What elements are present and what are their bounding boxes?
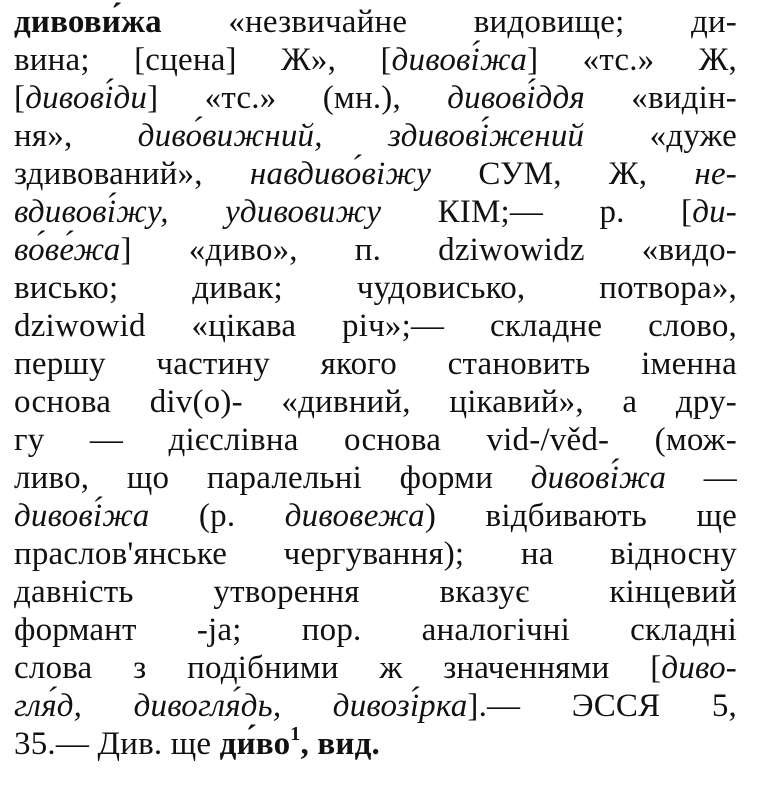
entry-line-12 bbox=[14, 422, 737, 458]
entry-text-segment: дивові́жа bbox=[391, 42, 528, 78]
entry-text-segment: [ bbox=[14, 80, 26, 116]
entry-line-4 bbox=[14, 118, 737, 154]
entry-text-segment: ] «диво», п. dziwowidz «видо- bbox=[120, 232, 737, 268]
entry-text-segment: СУМ, Ж, bbox=[431, 156, 695, 192]
entry-text-segment: першу частину якого становить іменна bbox=[14, 346, 737, 382]
entry-text-segment: дивові́ди bbox=[25, 80, 148, 116]
entry-line-6 bbox=[14, 194, 737, 230]
entry-text-segment: во́ве́жа bbox=[14, 232, 121, 268]
entry-line-1 bbox=[14, 4, 737, 40]
entry-text-segment: вина; [сцена] Ж», [ bbox=[14, 42, 392, 78]
entry-line-15 bbox=[14, 536, 737, 572]
entry-text-segment: КІМ;— р. [ bbox=[381, 194, 693, 230]
entry-text-segment: формант -ja; пор. аналогічні складні bbox=[14, 612, 737, 648]
entry-text-segment: дивові́жа bbox=[14, 498, 150, 534]
entry-text-segment: ди- bbox=[692, 194, 737, 230]
entry-text-segment: ] «тс.» Ж, bbox=[527, 42, 737, 78]
entry-text-segment: «дуже bbox=[584, 118, 737, 154]
entry-text-segment: не- bbox=[694, 156, 737, 192]
entry-text-segment: гля́д, дивогля́дь, дивозі́рка bbox=[14, 688, 468, 724]
entry-line-8 bbox=[14, 270, 737, 306]
entry-text-segment: давність утворення вказує кінцевий bbox=[14, 574, 737, 610]
entry-text-segment: ].— ЭССЯ 5, bbox=[467, 688, 737, 724]
entry-text-segment: дивови́жа bbox=[14, 4, 162, 40]
entry-text-segment: ня», bbox=[14, 118, 138, 154]
entry-line-5 bbox=[14, 156, 737, 192]
entry-line-3 bbox=[14, 80, 737, 116]
entry-text-segment: дивові́ддя bbox=[447, 80, 585, 116]
entry-line-16 bbox=[14, 574, 737, 610]
entry-text-segment: ди́во bbox=[219, 726, 291, 762]
entry-text-segment: ливо, що паралельні форми bbox=[14, 460, 531, 496]
entry-line-18 bbox=[14, 650, 737, 686]
entry-text-segment: dziwowid «цікава річ»;— складне слово, bbox=[14, 308, 737, 344]
entry-line-10 bbox=[14, 346, 737, 382]
entry-line-2 bbox=[14, 42, 737, 78]
entry-line-17 bbox=[14, 612, 737, 648]
entry-line-13 bbox=[14, 460, 737, 496]
entry-text-segment: гу — дієслівна основа vid-/věd- (мож- bbox=[14, 422, 737, 458]
entry-line-20 bbox=[14, 723, 737, 762]
entry-text-segment: диво- bbox=[661, 650, 737, 686]
entry-line-19 bbox=[14, 688, 737, 724]
entry-text-segment: слова з подібними ж значеннями [ bbox=[14, 650, 662, 686]
entry-text-segment: «незвичайне видовище; ди- bbox=[161, 4, 737, 40]
entry-text-segment: вдивові́жу, удивовижу bbox=[14, 194, 382, 230]
entry-text-segment: висько; дивак; чудовисько, потвора», bbox=[14, 270, 737, 306]
entry-text-segment: ] «тс.» (мн.), bbox=[147, 80, 448, 116]
entry-line-14 bbox=[14, 498, 737, 534]
entry-text-segment: (р. bbox=[149, 498, 285, 534]
entry-line-7 bbox=[14, 232, 737, 268]
entry-text-segment: вид. bbox=[317, 726, 380, 762]
entry-text-segment: 35.— Див. ще bbox=[14, 726, 220, 762]
entry-text-segment: — bbox=[666, 460, 737, 496]
entry-text-segment: праслов'янське чергування); на відносну bbox=[14, 536, 737, 572]
entry-text-segment: дивовежа bbox=[284, 498, 425, 534]
entry-text-segment: ) відбивають ще bbox=[424, 498, 737, 534]
entry-text-segment: диво́вижний, здивові́жений bbox=[137, 118, 585, 154]
entry-text-segment: «видін- bbox=[584, 80, 737, 116]
entry-text-segment: дивові́жа bbox=[530, 460, 667, 496]
entry-text-segment: , bbox=[300, 726, 318, 762]
entry-text-segment: 1 bbox=[290, 723, 301, 745]
entry-text-segment: основа div(о)- «дивний, цікавий», а дру- bbox=[14, 384, 737, 420]
entry-text-segment: навдиво́віжу bbox=[249, 156, 432, 192]
entry-line-9 bbox=[14, 308, 737, 344]
entry-line-11 bbox=[14, 384, 737, 420]
entry-text-segment: здивований», bbox=[14, 156, 250, 192]
